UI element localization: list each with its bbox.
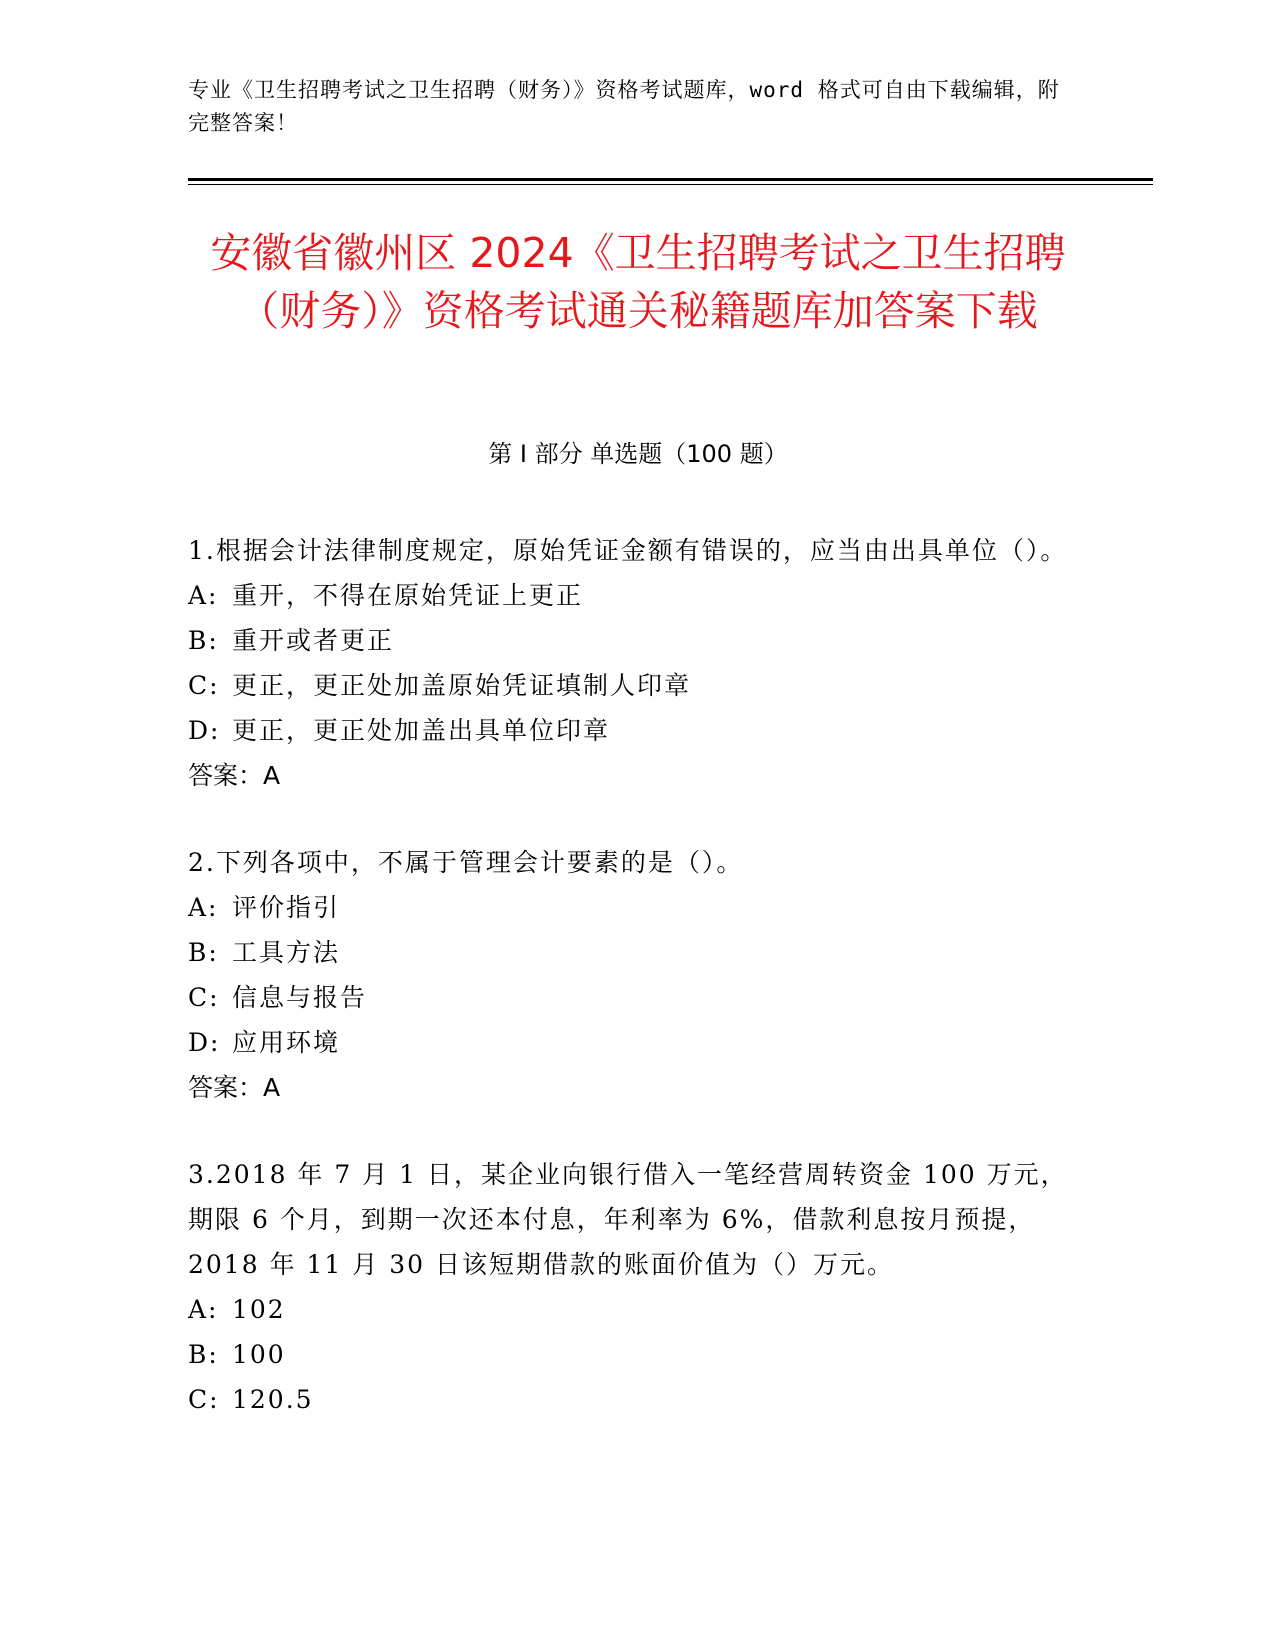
question-2 [188, 840, 1068, 1110]
question-stem: 3.2018 年 7 月 1 日，某企业向银行借入一笔经营周转资金 100 万元，期限 6 个月，到期一次还本付息，年利率为 6%，借款利息按月预提，2018 年 11 月 30 日该短期借款的账面价值为（）万元。 [188, 1160, 1068, 1279]
option-d [188, 708, 1068, 753]
option-text: 更正，更正处加盖原始凭证填制人印章 [232, 671, 692, 700]
question-3 [188, 1152, 1068, 1422]
option-a [188, 1287, 1068, 1332]
option-c [188, 975, 1068, 1020]
option-a [188, 885, 1068, 930]
answer-line: 答案：A [188, 761, 281, 790]
option-c [188, 663, 1068, 708]
option-text: 120.5 [232, 1385, 314, 1414]
option-a [188, 573, 1068, 618]
option-letter: D: [188, 716, 221, 745]
option-b [188, 618, 1068, 663]
question-stem: 2.下列各项中，不属于管理会计要素的是（）。 [188, 848, 744, 877]
option-letter: B: [188, 938, 219, 967]
header-rule-thick [188, 178, 1153, 181]
option-text: 重开，不得在原始凭证上更正 [232, 581, 584, 610]
document-title: 安徽省徽州区 2024《卫生招聘考试之卫生招聘（财务）》资格考试通关秘籍题库加答案下载 [210, 229, 1066, 335]
option-text: 重开或者更正 [232, 626, 395, 655]
option-text: 102 [232, 1295, 286, 1324]
option-b [188, 1332, 1068, 1377]
question-stem: 1.根据会计法律制度规定，原始凭证金额有错误的，应当由出具单位（）。 [188, 536, 1068, 565]
option-letter: A: [188, 1295, 219, 1324]
option-letter: C: [188, 983, 220, 1012]
header-rule-thin [188, 184, 1153, 185]
question-list [188, 528, 1068, 1464]
option-d [188, 1020, 1068, 1065]
option-letter: A: [188, 893, 219, 922]
answer-line: 答案：A [188, 1073, 281, 1102]
option-b [188, 930, 1068, 975]
option-letter: C: [188, 671, 220, 700]
option-letter: B: [188, 626, 219, 655]
option-text: 信息与报告 [232, 983, 368, 1012]
header-note: 专业《卫生招聘考试之卫生招聘（财务）》资格考试题库，word 格式可自由下载编辑，附完整答案！ [188, 78, 1060, 135]
question-1 [188, 528, 1068, 798]
option-c [188, 1377, 1068, 1422]
option-letter: B: [188, 1340, 219, 1369]
option-text: 更正，更正处加盖出具单位印章 [232, 716, 611, 745]
option-text: 100 [232, 1340, 286, 1369]
option-letter: D: [188, 1028, 221, 1057]
option-letter: C: [188, 1385, 220, 1414]
option-text: 应用环境 [232, 1028, 341, 1057]
option-text: 评价指引 [232, 893, 341, 922]
option-text: 工具方法 [232, 938, 341, 967]
section-heading: 第 I 部分 单选题（100 题） [488, 440, 788, 468]
option-letter: A: [188, 581, 219, 610]
